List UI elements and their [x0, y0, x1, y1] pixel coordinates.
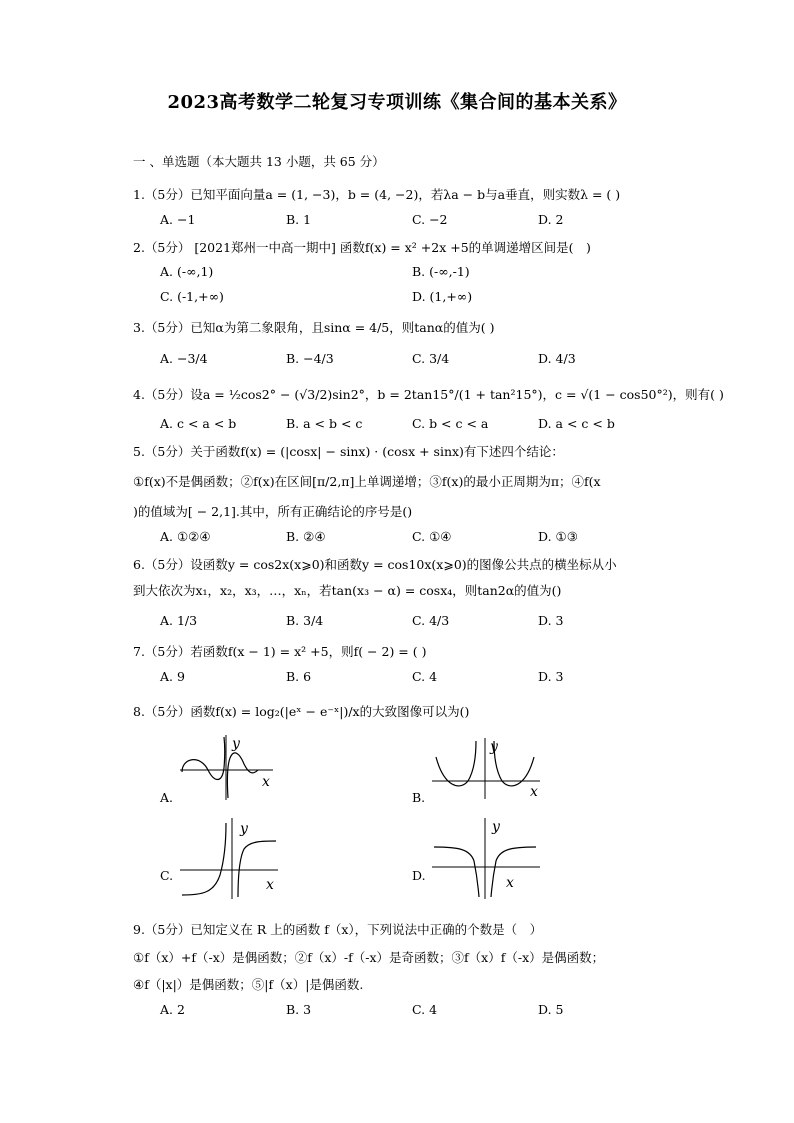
- q4-option-b[interactable]: B. a < b < c: [286, 416, 363, 431]
- q9-option-d[interactable]: D. 5: [538, 1002, 564, 1017]
- q1-option-a[interactable]: A. −1: [160, 212, 196, 227]
- graph-c-x-label: x: [266, 877, 274, 893]
- q4-option-d[interactable]: D. a < c < b: [538, 416, 615, 431]
- q2-option-c[interactable]: C. (-1,+∞): [160, 289, 224, 304]
- graph-c-y-label: y: [240, 821, 248, 837]
- q6-option-b[interactable]: B. 3/4: [286, 613, 324, 628]
- question-8-stem: 8.（5分）函数f(x) = log₂(|eˣ − e⁻ˣ|)/x的大致图像可以为(): [133, 704, 470, 719]
- q6-option-a[interactable]: A. 1/3: [160, 613, 198, 628]
- q9-option-a[interactable]: A. 2: [160, 1002, 185, 1017]
- q1-option-d[interactable]: D. 2: [538, 212, 564, 227]
- q9-option-c[interactable]: C. 4: [412, 1002, 438, 1017]
- q1-option-b[interactable]: B. 1: [286, 212, 312, 227]
- q5-option-a[interactable]: A. ①②④: [160, 529, 211, 544]
- question-9-line-3: ④f（|x|）是偶函数；⑤|f（x）|是偶函数.: [133, 977, 364, 992]
- question-3-stem: 3.（5分）已知α为第二象限角，且sinα = 4/5，则tanα的值为( ): [133, 320, 495, 335]
- question-5-line-3: )的值域为[ − 2,1].其中，所有正确结论的序号是(): [133, 504, 413, 519]
- graph-option-c[interactable]: [178, 815, 288, 900]
- question-9-line-2: ①f（x）+f（-x）是偶函数；②f（x）-f（-x）是奇函数；③f（x）f（-x）是偶函数；: [133, 950, 605, 965]
- q8-option-b[interactable]: B.: [412, 790, 426, 805]
- q3-option-b[interactable]: B. −4/3: [286, 351, 334, 366]
- section-heading: 一 、单选题（本大题共 13 小题，共 65 分）: [133, 154, 385, 169]
- q9-option-b[interactable]: B. 3: [286, 1002, 312, 1017]
- graph-a-x-label: x: [262, 774, 270, 790]
- graph-b-x-label: x: [530, 784, 538, 800]
- graph-b-curve-left: [436, 741, 476, 786]
- q8-option-a[interactable]: A.: [160, 790, 174, 805]
- q6-option-d[interactable]: D. 3: [538, 613, 564, 628]
- graph-d-y-label: y: [492, 819, 500, 835]
- q3-option-c[interactable]: C. 3/4: [412, 351, 450, 366]
- q3-option-d[interactable]: D. 4/3: [538, 351, 576, 366]
- graph-b-y-label: y: [490, 739, 498, 755]
- graph-c-curve-left: [182, 823, 226, 895]
- graph-d-x-label: x: [506, 875, 514, 891]
- q6-option-c[interactable]: C. 4/3: [412, 613, 450, 628]
- question-5-stem: 5.（5分）关于函数f(x) = (|cosx| − sinx) · (cosx + sinx)有下述四个结论：: [133, 444, 564, 459]
- q4-option-c[interactable]: C. b < c < a: [412, 416, 489, 431]
- q7-option-c[interactable]: C. 4: [412, 669, 438, 684]
- q5-option-b[interactable]: B. ②④: [286, 529, 326, 544]
- q2-option-b[interactable]: B. (-∞,-1): [412, 264, 470, 279]
- q2-option-a[interactable]: A. (-∞,1): [160, 264, 214, 279]
- question-2-stem: 2.（5分） [2021郑州一中高一期中] 函数f(x) = x² +2x +5的单调递增区间是( ): [133, 240, 591, 255]
- question-6-stem: 6.（5分）设函数y = cos2x(x⩾0)和函数y = cos10x(x⩾0)的图像公共点的横坐标从小: [133, 557, 617, 572]
- q8-option-c[interactable]: C.: [160, 868, 174, 883]
- graph-b-curve-right: [494, 741, 534, 786]
- question-6-line-2: 到大依次为x₁，x₂，x₃，…，xₙ，若tan(x₃ − α) = cosx₄，则tan2α的值为(): [133, 583, 562, 598]
- graph-option-b[interactable]: [430, 735, 545, 800]
- graph-d-curve-left: [434, 847, 479, 897]
- q5-option-d[interactable]: D. ①③: [538, 529, 578, 544]
- graph-a-curve-right: [227, 753, 258, 798]
- graph-a-y-label: y: [232, 736, 240, 752]
- question-1-stem: 1.（5分）已知平面向量a = (1, −3)，b = (4, −2)，若λa − b与a垂直，则实数λ = ( ): [133, 187, 621, 202]
- q8-option-d[interactable]: D.: [412, 868, 426, 883]
- graph-option-a[interactable]: [178, 732, 278, 802]
- q7-option-d[interactable]: D. 3: [538, 669, 564, 684]
- question-9-stem: 9.（5分）已知定义在 R 上的函数 f（x），下列说法中正确的个数是（ ）: [133, 922, 543, 937]
- question-4-stem: 4.（5分）设a = ½cos2° − (√3/2)sin2°，b = 2tan15°/(1 + tan²15°)，c = √(1 − cos50°²)，则有( ): [133, 387, 724, 402]
- question-7-stem: 7.（5分）若函数f(x − 1) = x² +5，则f( − 2) = ( ): [133, 644, 427, 659]
- q1-option-c[interactable]: C. −2: [412, 212, 448, 227]
- graph-a-curve-left: [182, 737, 225, 780]
- page-title: 2023高考数学二轮复习专项训练《集合间的基本关系》: [167, 92, 627, 113]
- q5-option-c[interactable]: C. ①④: [412, 529, 452, 544]
- q2-option-d[interactable]: D. (1,+∞): [412, 289, 473, 304]
- graph-option-d[interactable]: [430, 815, 545, 900]
- q7-option-a[interactable]: A. 9: [160, 669, 185, 684]
- question-5-line-2: ①f(x)不是偶函数；②f(x)在区间[π/2,π]上单调递增；③f(x)的最小正周期为π；④f(x: [133, 474, 601, 489]
- q4-option-a[interactable]: A. c < a < b: [160, 416, 237, 431]
- q3-option-a[interactable]: A. −3/4: [160, 351, 208, 366]
- q7-option-b[interactable]: B. 6: [286, 669, 312, 684]
